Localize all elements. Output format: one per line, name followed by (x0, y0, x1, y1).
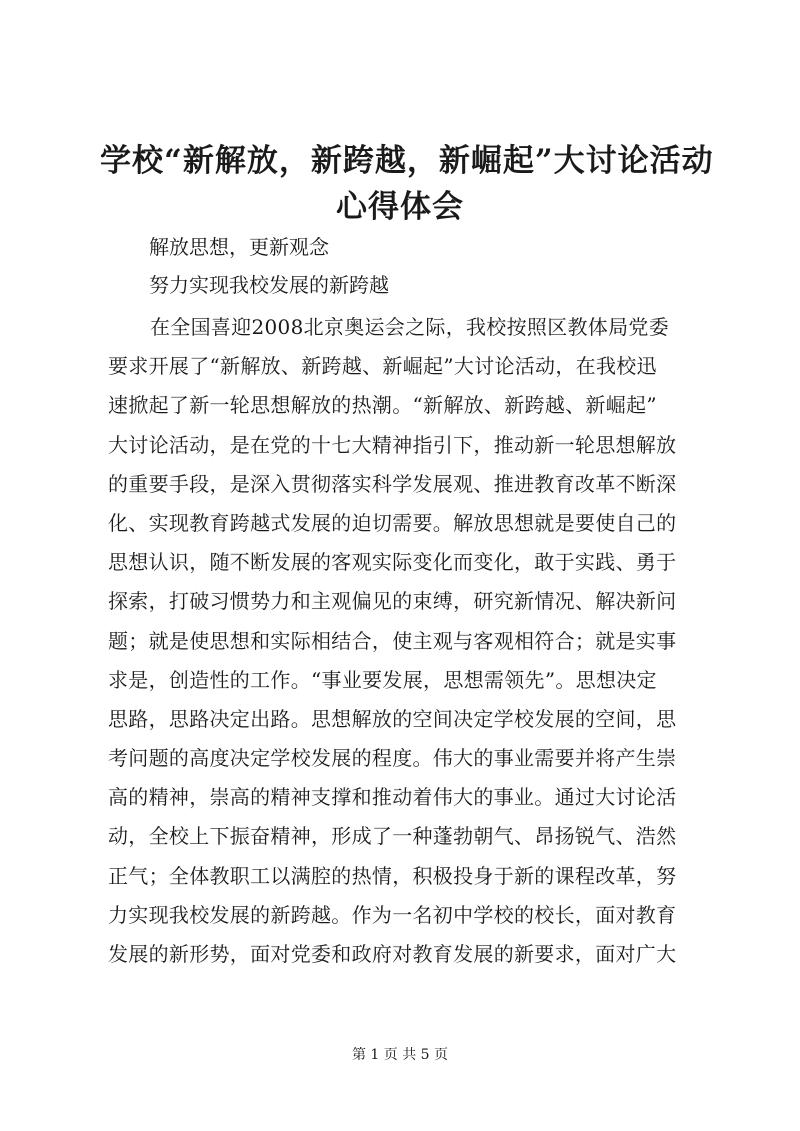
body-line: 大讨论活动，是在党的十七大精神指引下，推动新一轮思想解放 (108, 432, 677, 457)
body-line: 题；就是使思想和实际相结合，使主观与客观相符合；就是实事 (108, 628, 677, 653)
body-line: 动，全校上下振奋精神，形成了一种蓬勃朝气、昂扬锐气、浩然 (108, 824, 677, 849)
body-line: 力实现我校发展的新跨越。作为一名初中学校的校长，面对教育 (108, 902, 677, 927)
body-line: 探索，打破习惯势力和主观偏见的束缚，研究新情况、解决新问 (108, 589, 677, 614)
title-line-2: 心得体会 (336, 189, 464, 225)
body-line: 思想认识，随不断发展的客观实际变化而变化，敢于实践、勇于 (108, 550, 677, 575)
body-line: 正气；全体教职工以满腔的热情，积极投身于新的课程改革，努 (108, 863, 677, 888)
body-line: 化、实现教育跨越式发展的迫切需要。解放思想就是要使自己的 (108, 510, 677, 535)
body-line: 速掀起了新一轮思想解放的热潮。“新解放、新跨越、新崛起” (108, 393, 657, 418)
document-title (100, 138, 714, 230)
subheading-2: 努力实现我校发展的新跨越 (149, 273, 389, 297)
body-line: 思路，思路决定出路。思想解放的空间决定学校发展的空间，思 (108, 706, 677, 731)
body-line: 在全国喜迎2008北京奥运会之际，我校按照区教体局党委 (150, 315, 669, 339)
body-line: 的重要手段，是深入贯彻落实科学发展观、推进教育改革不断深 (108, 471, 677, 496)
subheading-1: 解放思想，更新观念 (149, 235, 329, 259)
body-line: 发展的新形势，面对党委和政府对教育发展的新要求，面对广大 (108, 942, 677, 966)
body-line: 要求开展了“新解放、新跨越、新崛起”大讨论活动，在我校迅 (108, 354, 657, 379)
body-text (108, 314, 698, 980)
body-line: 求是，创造性的工作。“事业要发展，思想需领先”。思想决定 (108, 667, 657, 692)
body-line: 高的精神，崇高的精神支撑和推动着伟大的事业。通过大讨论活 (108, 785, 677, 810)
body-line: 考问题的高度决定学校发展的程度。伟大的事业需要并将产生崇 (108, 746, 677, 771)
page-number-footer: 第 1 页 共 5 页 (351, 1047, 449, 1063)
title-line-1: 学校“新解放，新跨越，新崛起”大讨论活动 (100, 143, 714, 179)
